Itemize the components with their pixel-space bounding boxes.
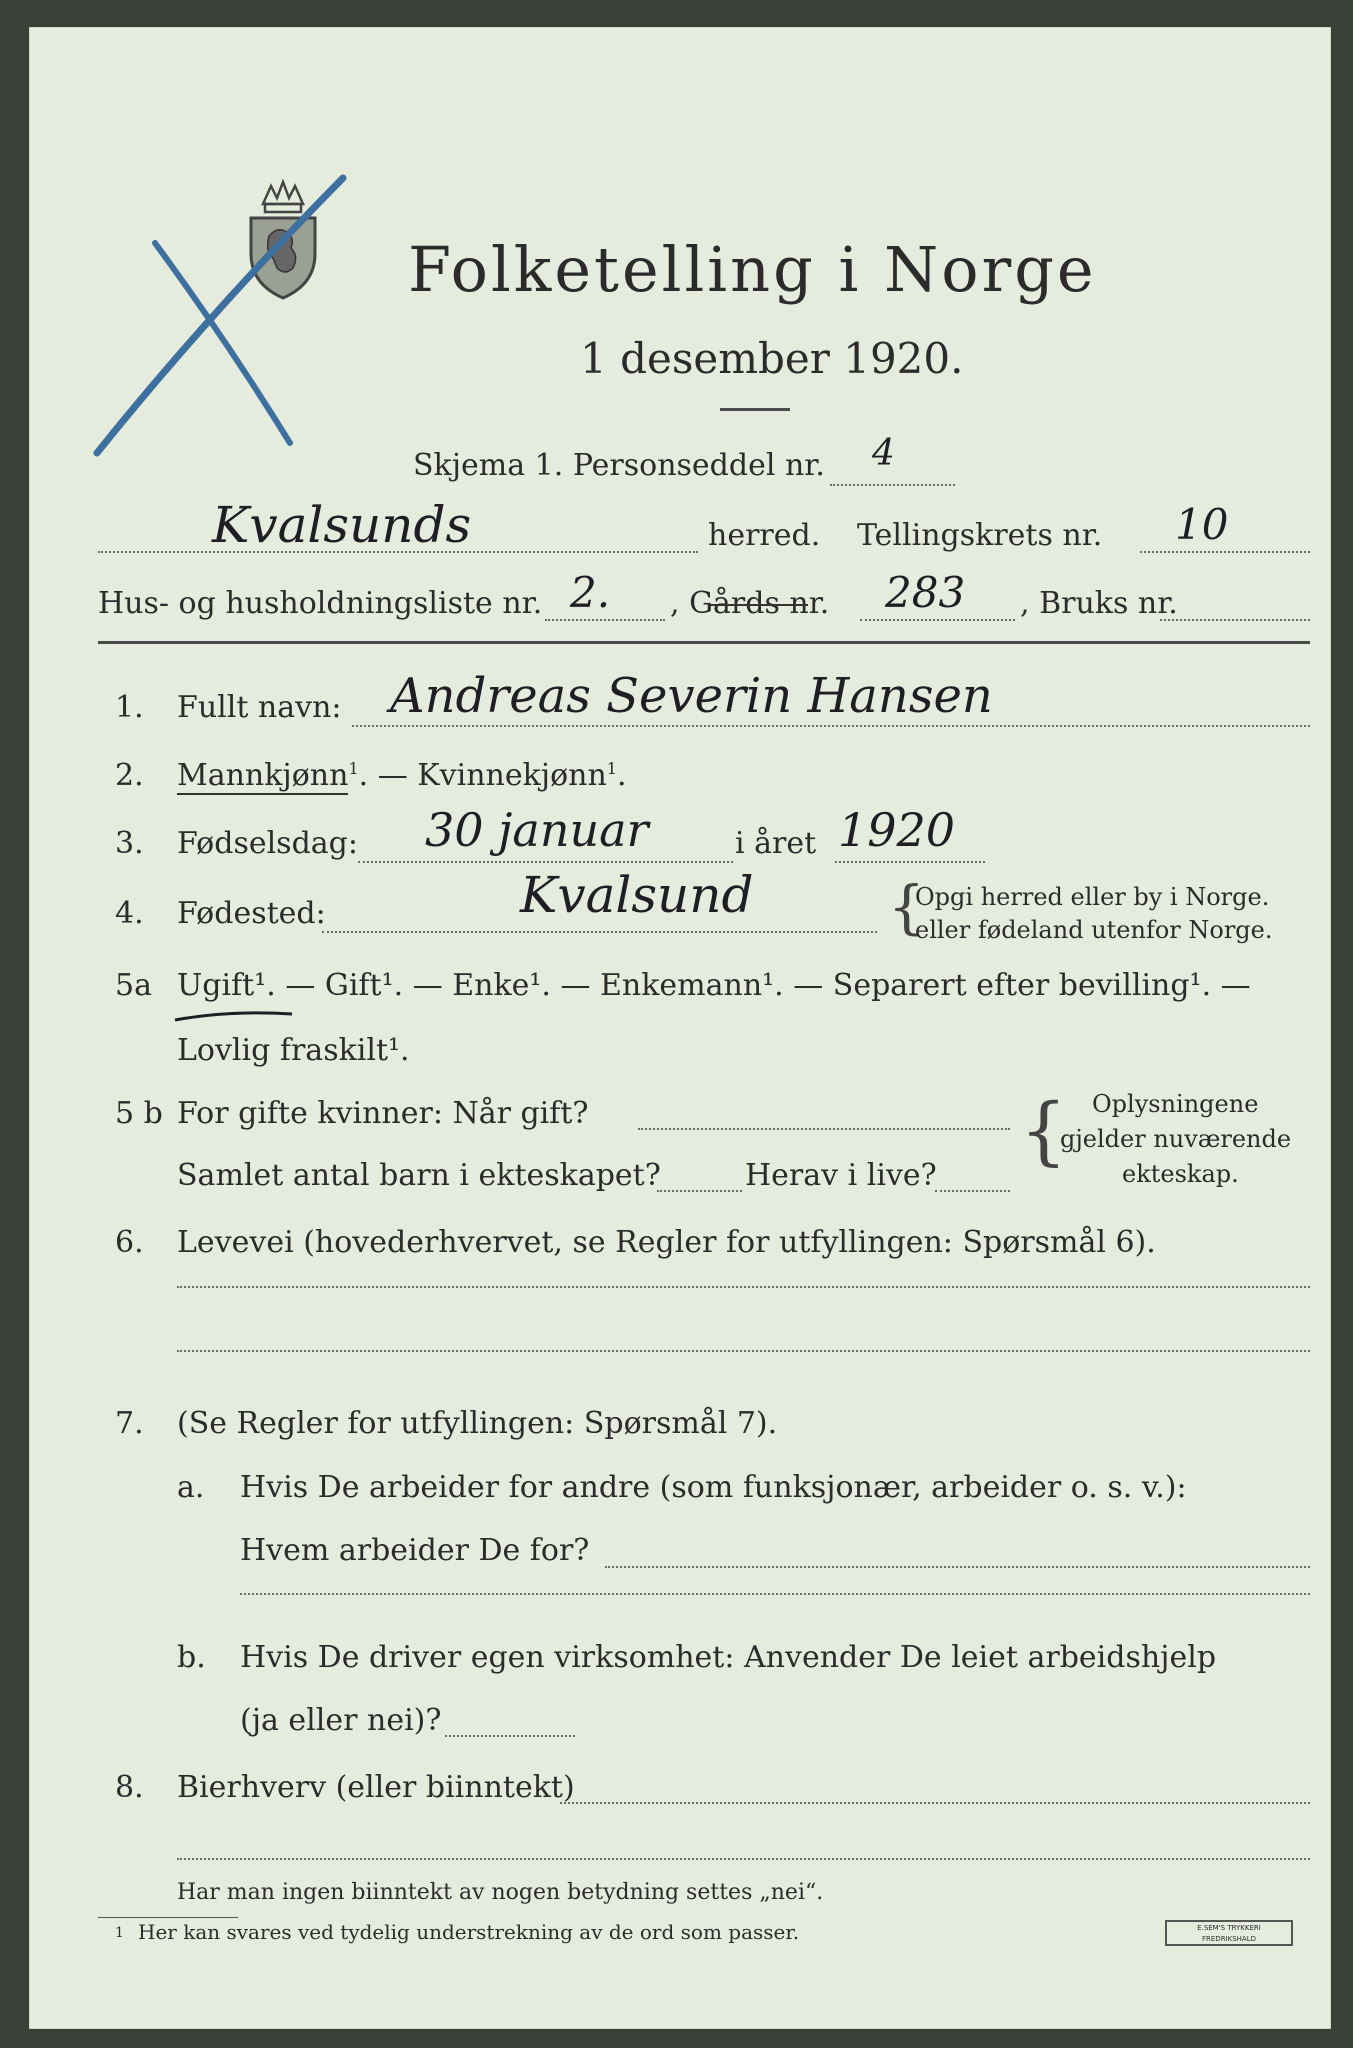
full-name-value[interactable]: Andreas Severin Hansen [390, 668, 993, 724]
q8-number: 8. [115, 1770, 144, 1805]
gaards-line [860, 619, 1015, 621]
tellingskrets-value[interactable]: 10 [1175, 500, 1229, 549]
q6-line2[interactable] [177, 1350, 1310, 1352]
q6-label: Levevei (hovederhvervet, se Regler for utfyllingen: Spørsmål 6). [177, 1225, 1156, 1260]
schema-label: Skjema 1. Personseddel nr. [413, 448, 825, 483]
q5b-line2a: Samlet antal barn i ekteskapet? [177, 1158, 661, 1193]
q7a-letter: a. [177, 1470, 205, 1505]
footnote-text: Her kan svares ved tydelig understrekning av de ord som passer. [138, 1920, 800, 1944]
census-form-page [30, 28, 1330, 2028]
q5b-line1: For gifte kvinner: Når gift? [177, 1096, 589, 1131]
q2-options [177, 758, 627, 793]
birth-day-value[interactable]: 30 januar [425, 803, 649, 857]
footnote-marker: 1 [115, 1925, 124, 1941]
q4-note-line2: eller fødeland utenfor Norge. [915, 916, 1273, 944]
footnote-divider [98, 1917, 238, 1918]
gaards-label: , Gårds nr. [670, 586, 830, 621]
q7a-line2: Hvem arbeider De for? [240, 1533, 590, 1568]
q7-number: 7. [115, 1406, 144, 1441]
header-rule [98, 641, 1310, 644]
tellingskrets-line [1140, 551, 1310, 553]
blue-cross-mark [85, 168, 355, 458]
employer-line2[interactable] [240, 1593, 1310, 1595]
q6-line1[interactable] [177, 1286, 1310, 1288]
marital-status-options[interactable]: Ugift¹. — Gift¹. — Enke¹. — Enkemann¹. — Separert efter bevilling¹. — [177, 968, 1251, 1003]
bruks-label: , Bruks nr. [1020, 586, 1178, 621]
q5b-brace: { [1020, 1088, 1068, 1174]
gaards-strikethrough [710, 604, 808, 606]
mannkjonn-option[interactable]: Mannkjønn [177, 758, 349, 793]
q7a-line1: Hvis De arbeider for andre (som funksjonær, arbeider o. s. v.): [240, 1470, 1187, 1505]
gaards-value[interactable]: 283 [885, 568, 966, 617]
tellingskrets-label: Tellingskrets nr. [857, 518, 1103, 553]
q2-separator: . — [358, 758, 418, 793]
birth-year-value[interactable]: 1920 [838, 803, 956, 857]
title-divider [720, 408, 790, 411]
bruks-line [1160, 619, 1310, 621]
husliste-line [545, 619, 665, 621]
q1-number: 1. [115, 690, 144, 725]
herred-value[interactable]: Kvalsunds [212, 496, 472, 554]
nei-note: Har man ingen biinntekt av nogen betydning settes „nei“. [177, 1880, 824, 1905]
printer-stamp [1165, 1920, 1293, 1946]
marital-status-line2: Lovlig fraskilt¹. [177, 1033, 410, 1068]
ugift-underline [170, 1006, 300, 1028]
q5b-number: 5 b [115, 1096, 163, 1131]
bierhverv-line2[interactable] [177, 1858, 1310, 1860]
q7-label: (Se Regler for utfyllingen: Spørsmål 7). [177, 1406, 778, 1441]
q7b-line1: Hvis De driver egen virksomhet: Anvender De leiet arbeidshjelp [240, 1640, 1217, 1675]
footnote-ref: 1 [606, 759, 617, 778]
naar-gift-line[interactable] [638, 1128, 1010, 1130]
q5b-line2b: Herav i live? [745, 1158, 937, 1193]
schema-number-value[interactable]: 4 [872, 433, 895, 474]
q4-label: Fødested: [177, 896, 326, 931]
q5a-number: 5a [115, 968, 152, 1003]
q6-number: 6. [115, 1225, 144, 1260]
husliste-value[interactable]: 2. [570, 568, 611, 617]
q7b-line2: (ja eller nei)? [240, 1703, 442, 1738]
kvinnekjonn-option[interactable]: Kvinnekjønn [417, 758, 607, 793]
leiet-arbeidshjelp-line[interactable] [445, 1735, 575, 1737]
q4-note-line1: Opgi herred eller by i Norge. [915, 883, 1270, 911]
q3-day-line [358, 861, 733, 863]
q4-number: 4. [115, 896, 144, 931]
q3-year-line [835, 861, 985, 863]
q3-aaret: i året [735, 826, 817, 861]
birthplace-value[interactable]: Kvalsund [520, 866, 754, 924]
q5b-note3: ekteskap. [1122, 1160, 1239, 1188]
herred-label: herred. [708, 518, 821, 553]
q1-label: Fullt navn: [177, 690, 342, 725]
q2-number: 2. [115, 758, 144, 793]
footnote-ref: 1 [348, 759, 359, 778]
q8-label: Bierhverv (eller biinntekt) [177, 1770, 575, 1805]
employer-line1[interactable] [605, 1566, 1310, 1568]
husliste-label: Hus- og husholdningsliste nr. [98, 586, 543, 621]
q4-brace: { [888, 873, 925, 941]
q5b-note1: Oplysningene [1092, 1090, 1259, 1118]
q5b-note2: gjelder nuværende [1060, 1125, 1292, 1153]
form-title: Folketelling i Norge [408, 233, 1097, 306]
schema-number-line [830, 484, 955, 486]
herav-i-live-line[interactable] [935, 1190, 1010, 1192]
q4-line [322, 931, 877, 933]
q7b-letter: b. [177, 1640, 206, 1675]
q3-label: Fødselsdag: [177, 826, 358, 861]
q1-line [352, 725, 1310, 727]
q3-number: 3. [115, 826, 144, 861]
q2-end: . [616, 758, 627, 793]
bierhverv-line1[interactable] [560, 1802, 1310, 1804]
form-date: 1 desember 1920. [580, 334, 964, 383]
antal-barn-line[interactable] [657, 1190, 742, 1192]
printer-stamp-text: E.SEM'S TRYKKERI FREDRIKSHALD [1197, 1924, 1261, 1943]
